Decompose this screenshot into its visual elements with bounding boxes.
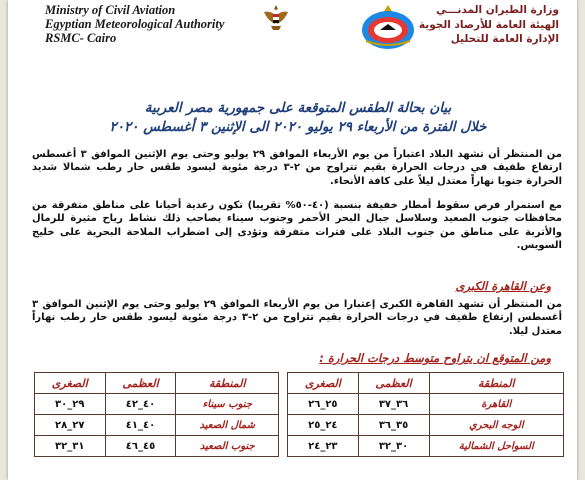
report-title-line-1: بيان بحالة الطقس المتوقعة على جمهورية مصر العربية	[144, 100, 452, 116]
header-region: المنطقة	[176, 373, 279, 394]
header-english-line-rsmc: RSMC- Cairo	[45, 31, 117, 45]
cairo-section-heading: وعن القاهرة الكبرى	[455, 279, 551, 293]
region-cell: شمال الصعيد	[176, 415, 279, 436]
header-english-line-ministry: Ministry of Civil Aviation	[45, 3, 176, 17]
table-row	[35, 415, 564, 436]
ema-logo-icon	[360, 3, 416, 51]
table-gap	[279, 415, 288, 436]
min-temp-cell: ٢٥_٢٦	[288, 394, 358, 415]
region-cell: السواحل الشمالية	[429, 436, 563, 457]
min-temp-cell: ٢٤_٢٥	[288, 415, 358, 436]
max-temp-cell: ٣٠_٣٢	[358, 436, 429, 457]
header-min: الصغرى	[288, 373, 358, 394]
max-temp-cell: ٣٥_٣٦	[358, 415, 429, 436]
header-arabic-line-authority: الهيئة العامة للأرصاد الجوية	[418, 18, 559, 31]
temperature-table-heading: ومن المتوقع ان يتراوح متوسط درجات الحرارة :	[319, 351, 551, 365]
region-cell: الوجه البحري	[429, 415, 563, 436]
header-arabic-line-analysis: الإدارة العامة للتحليل	[450, 33, 559, 45]
max-temp-cell: ٤٠_٤١	[105, 415, 176, 436]
header-english-line-authority: Egyptian Meteorological Authority	[45, 17, 225, 31]
header-max: العظمى	[358, 373, 429, 394]
min-temp-cell: ٣١_٣٢	[35, 436, 106, 457]
header-min: الصغرى	[35, 373, 106, 394]
temperature-table	[34, 372, 564, 457]
table-row	[35, 394, 564, 415]
min-temp-cell: ٢٣_٢٤	[288, 436, 358, 457]
table-gap	[279, 373, 288, 394]
header-english	[45, 3, 224, 45]
region-cell: جنوب الصعيد	[176, 436, 279, 457]
max-temp-cell: ٣٦_٣٧	[358, 394, 429, 415]
forecast-paragraph-2: مع استمرار فرص سقوط أمطار خفيفة بنسبة (٤٠-٥٠% تقريبا) تكون رعدية أحيانا على مناطق متفرقة من محافظات جنوب الصعيد وسلاسل جبال البحر الأحمر وجنوب سيناء يصاحب ذلك نشاط رياح مثيرة للرمال والأتربة على مناطق من جنوب البلاد على فترات متفرقة وتؤدى إلى اضطراب الملاحة البحرية على خليج السويس.	[32, 200, 563, 252]
report-title-line-2: خلال الفترة من الأربعاء ٢٩ يوليو ٢٠٢٠ الى الإثنين ٣ أغسطس ٢٠٢٠	[109, 119, 487, 135]
cairo-forecast-paragraph: من المنتظر أن تشهد القاهرة الكبرى إعتبارا من يوم الأربعاء الموافق ٢٩ يوليو وحتى يوم الإثنين الموافق ٣ أغسطس إرتفاع طفيف في درجات الحرارة بقيم تتراوح من ٢-٣ درجة مئوية ليسود طقس حار رطب نهاراً معتدل ليلا.	[32, 299, 562, 337]
header-max: العظمى	[105, 373, 176, 394]
region-cell: القاهرة	[429, 394, 563, 415]
table-gap	[279, 394, 288, 415]
forecast-paragraph-1: من المنتظر أن تشهد البلاد اعتباراً من يوم الأربعاء الموافق ٢٩ يوليو وحتى يوم الإثنين الموافق ٣ أغسطس ارتفاع طفيف في درجات الحرارة بقيم تتراوح من ٢-٣ درجة مئوية ليسود طقس حار رطب شمالا شديد الحرارة جنوبا نهاراً معتدل ليلاً على كافة الأنحاء.	[32, 149, 563, 187]
min-temp-cell: ٢٩_٣٠	[35, 394, 106, 415]
temperature-table-header-row	[35, 373, 564, 394]
max-temp-cell: ٤٠_٤٢	[105, 394, 176, 415]
eagle-emblem-icon	[263, 2, 289, 34]
table-gap	[279, 436, 288, 457]
header-region: المنطقة	[429, 373, 563, 394]
header-arabic-line-ministry: وزارة الطيران المدنـــي	[436, 4, 559, 16]
table-row	[35, 436, 564, 457]
header-arabic	[419, 3, 559, 47]
region-cell: جنوب سيناء	[176, 394, 279, 415]
max-temp-cell: ٤٥_٤٦	[105, 436, 176, 457]
min-temp-cell: ٢٧_٢٨	[35, 415, 106, 436]
document-page	[8, 0, 577, 480]
